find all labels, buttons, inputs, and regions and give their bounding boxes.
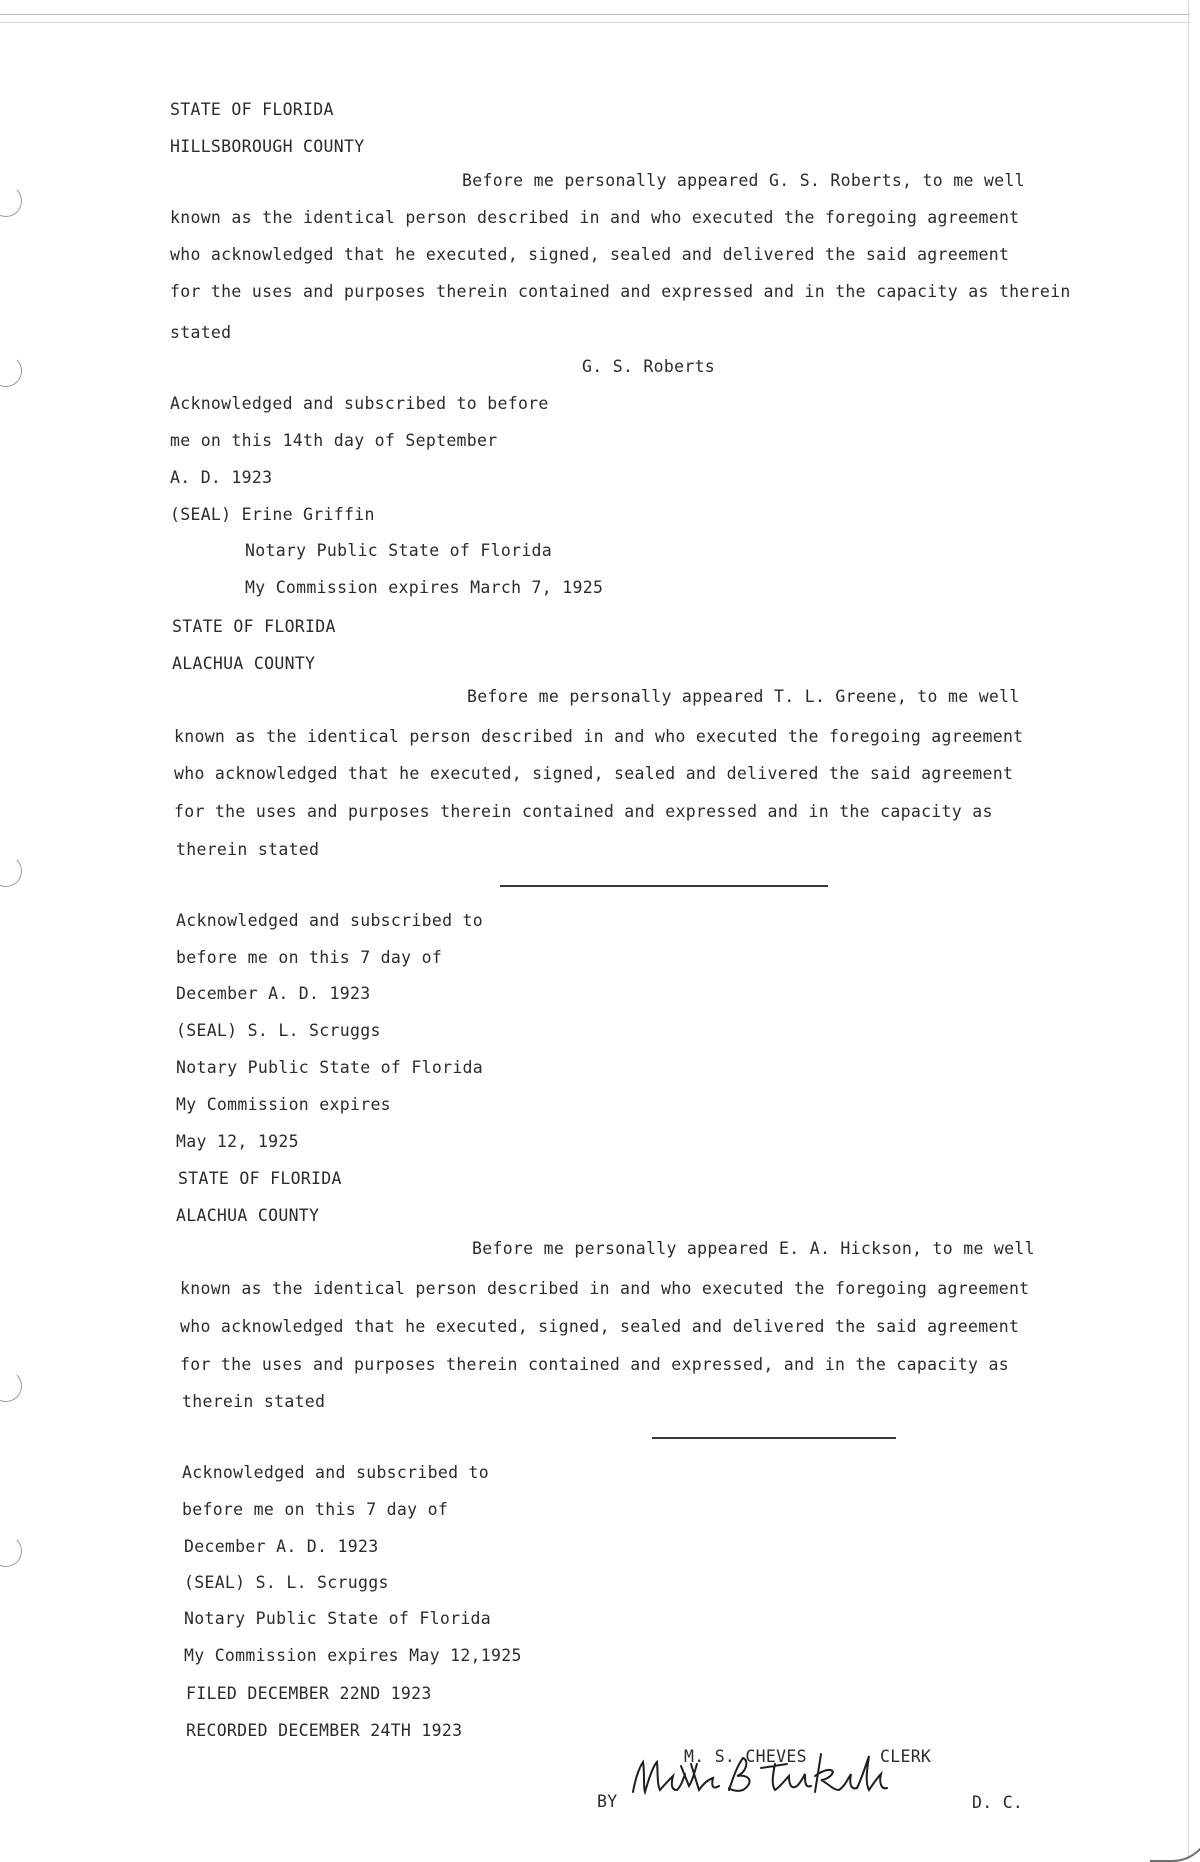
body-line: known as the identical person described in and who executed the foregoing agreement xyxy=(174,727,1024,746)
county-heading: ALACHUA COUNTY xyxy=(172,654,316,673)
by-label: BY xyxy=(597,1792,618,1811)
body-line: therein stated xyxy=(176,840,320,859)
county-heading: HILLSBOROUGH COUNTY xyxy=(170,137,365,156)
notary-seal-line: (SEAL) Erine Griffin xyxy=(170,505,375,524)
punch-hole-mark xyxy=(0,1370,22,1402)
body-line: Before me personally appeared E. A. Hickson, to me well xyxy=(472,1239,1035,1258)
punch-hole-mark xyxy=(0,185,22,217)
punch-hole-mark xyxy=(0,355,22,387)
state-heading: STATE OF FLORIDA xyxy=(170,100,334,119)
notary-title: Notary Public State of Florida xyxy=(245,541,553,560)
ack-line: before me on this 7 day of xyxy=(176,948,443,967)
ack-line: Acknowledged and subscribed to xyxy=(182,1463,490,1482)
body-line: who acknowledged that he executed, signed, sealed and delivered the said agreement xyxy=(170,245,1010,264)
body-line: who acknowledged that he executed, signed, sealed and delivered the said agreement xyxy=(174,764,1014,783)
signer-name: G. S. Roberts xyxy=(582,357,716,376)
ack-line: me on this 14th day of September xyxy=(170,431,498,450)
page-top-edge xyxy=(0,14,1190,15)
ack-line: December A. D. 1923 xyxy=(176,984,371,1003)
body-line: stated xyxy=(170,323,232,342)
body-line: for the uses and purposes therein contained and expressed, and in the capacity as xyxy=(180,1355,1009,1374)
clerk-name: M. S. CHEVES xyxy=(684,1747,807,1766)
body-line: Before me personally appeared T. L. Greene, to me well xyxy=(467,687,1020,706)
notary-seal-line: (SEAL) S. L. Scruggs xyxy=(176,1021,381,1040)
body-line: who acknowledged that he executed, signed, sealed and delivered the said agreement xyxy=(180,1317,1020,1336)
notary-seal-line: (SEAL) S. L. Scruggs xyxy=(184,1573,389,1592)
page-right-edge xyxy=(1188,0,1189,1860)
body-line: for the uses and purposes therein contained and expressed and in the capacity as xyxy=(174,802,993,821)
handwritten-signature xyxy=(625,1740,895,1810)
body-line: for the uses and purposes therein contained and expressed and in the capacity as therein xyxy=(170,282,1071,301)
page-top-edge-inner xyxy=(0,22,1190,23)
ack-line: A. D. 1923 xyxy=(170,468,273,487)
punch-hole-mark xyxy=(0,1535,22,1567)
notary-title: Notary Public State of Florida xyxy=(176,1058,484,1077)
body-line: known as the identical person described in and who executed the foregoing agreement xyxy=(180,1279,1030,1298)
commission-expiry-date: May 12, 1925 xyxy=(176,1132,299,1151)
clerk-title: CLERK xyxy=(880,1747,932,1766)
recorded-date: RECORDED DECEMBER 24TH 1923 xyxy=(186,1721,463,1740)
body-line: therein stated xyxy=(182,1392,326,1411)
page-curled-corner xyxy=(1150,1800,1200,1862)
deputy-clerk-label: D. C. xyxy=(972,1793,1024,1812)
state-heading: STATE OF FLORIDA xyxy=(178,1169,342,1188)
commission-expiry: My Commission expires xyxy=(176,1095,391,1114)
filed-date: FILED DECEMBER 22ND 1923 xyxy=(186,1684,432,1703)
signature-line-blank xyxy=(652,1437,896,1439)
state-heading: STATE OF FLORIDA xyxy=(172,617,336,636)
body-line: known as the identical person described in and who executed the foregoing agreement xyxy=(170,208,1020,227)
body-line: Before me personally appeared G. S. Roberts, to me well xyxy=(462,171,1025,190)
county-heading: ALACHUA COUNTY xyxy=(176,1206,320,1225)
ack-line: Acknowledged and subscribed to xyxy=(176,911,484,930)
commission-expiry: My Commission expires March 7, 1925 xyxy=(245,578,604,597)
ack-line: before me on this 7 day of xyxy=(182,1500,449,1519)
signature-line-blank xyxy=(500,885,828,887)
notary-title: Notary Public State of Florida xyxy=(184,1609,492,1628)
commission-expiry: My Commission expires May 12,1925 xyxy=(184,1646,522,1665)
punch-hole-mark xyxy=(0,855,22,887)
ack-line: December A. D. 1923 xyxy=(184,1537,379,1556)
ack-line: Acknowledged and subscribed to before xyxy=(170,394,549,413)
